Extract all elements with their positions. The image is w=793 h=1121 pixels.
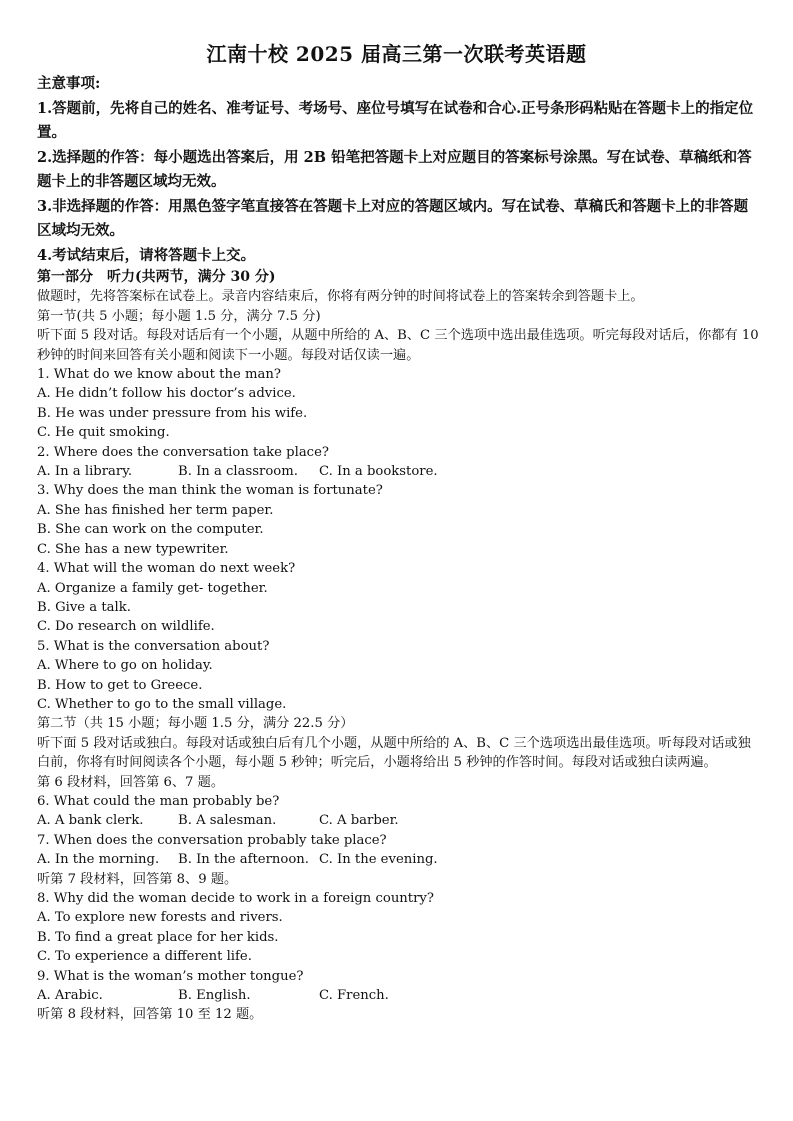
options-7 <box>37 850 759 869</box>
material-8-heading: 听第 8 段材料，回答第 10 至 12 题。 <box>37 1007 263 1023</box>
option-4c: C. Do research on wildlife. <box>37 619 215 635</box>
notes-heading: 主意事项: <box>37 75 101 92</box>
option-7b: B. In the afternoon. <box>178 852 309 868</box>
note-item: 3.非选择题的作答：用黑色签字笔直接答在答题卡上对应的答题区域内。写在试卷、草稿氏和答题卡上的非答题区域均无效。 <box>37 197 749 239</box>
option-9a: A. Arabic. <box>37 988 103 1004</box>
option-1c: C. He quit smoking. <box>37 425 170 441</box>
option-6b: B. A salesman. <box>178 813 277 829</box>
option-1b: B. He was under pressure from his wife. <box>37 405 308 421</box>
question-6: 6. What could the man probably be? <box>37 793 280 809</box>
option-5a: A. Where to go on holiday. <box>37 658 213 674</box>
option-3a: A. She has finished her term paper. <box>37 502 274 518</box>
option-4a: A. Organize a family get- together. <box>37 580 268 596</box>
options-2 <box>37 462 759 481</box>
option-9c: C. French. <box>319 988 389 1004</box>
note-item: 2.选择题的作答：每小题选出答案后，用 2B 铅笔把答题卡上对应题目的答案标号涂黑。写在试卷、草稿纸和答题卡上的非答题区域均无效。 <box>37 148 752 190</box>
option-4b: B. Give a talk. <box>37 599 131 615</box>
question-1: 1. What do we know about the man? <box>37 367 281 383</box>
option-8b: B. To find a great place for her kids. <box>37 929 279 945</box>
option-6a: A. A bank clerk. <box>37 813 144 829</box>
option-1a: A. He didn’t follow his doctor’s advice. <box>37 386 296 402</box>
option-3c: C. She has a new typewriter. <box>37 541 229 557</box>
option-7a: A. In the morning. <box>37 852 160 868</box>
question-4: 4. What will the woman do next week? <box>37 561 296 577</box>
option-8c: C. To experience a different life. <box>37 949 252 965</box>
part1-heading: 第一部分 听力(共两节，满分 30 分) <box>37 269 276 285</box>
section1-heading: 第一节(共 5 小题；每小题 1.5 分，满分 7.5 分) <box>37 308 321 324</box>
option-2b: B. In a classroom. <box>178 464 298 480</box>
option-2c: C. In a bookstore. <box>319 464 438 480</box>
notes-block <box>37 72 759 268</box>
question-9: 9. What is the woman’s mother tongue? <box>37 968 304 984</box>
question-7: 7. When does the conversation probably take place? <box>37 832 387 848</box>
listening-section <box>37 268 759 1025</box>
question-2: 2. Where does the conversation take place? <box>37 444 329 460</box>
section2-heading: 第二节（共 15 小题；每小题 1.5 分，满分 22.5 分） <box>37 716 354 732</box>
option-7c: C. In the evening. <box>319 852 438 868</box>
material-7-heading: 听第 7 段材料，回答第 8、9 题。 <box>37 871 238 887</box>
part1-intro: 做题时，先将答案标在试卷上。录音内容结束后，你将有两分钟的时间将试卷上的答案转余到答题卡上。 <box>37 289 644 305</box>
note-item: 4.考试结束后，请将答题卡上交。 <box>37 246 256 264</box>
option-5b: B. How to get to Greece. <box>37 677 203 693</box>
option-9b: B. English. <box>178 988 251 1004</box>
option-8a: A. To explore new forests and rivers. <box>37 910 283 926</box>
section1-instructions: 听下面 5 段对话。每段对话后有一个小题，从题中所给的 A、B、C 三个选项中选出最佳选项。听完每段对话后，你都有 10 秒钟的时间来回答有关小题和阅读下一小题。每段对话仅读一遍。 <box>37 328 759 363</box>
section2-instructions: 听下面 5 段对话或独白。每段对话或独白后有几个小题，从题中所给的 A、B、C 三个选项选出最佳选项。听每段对话或独白前，你将有时间阅读各个小题，每小题 5 秒钟；听完后，小题将给出 5 秒钟的作答时间。每段对话或独白读两遍。 <box>37 735 751 771</box>
options-9 <box>37 986 759 1005</box>
option-5c: C. Whether to go to the small village. <box>37 696 287 712</box>
option-3b: B. She can work on the computer. <box>37 522 264 538</box>
option-6c: C. A barber. <box>319 813 399 829</box>
question-8: 8. Why did the woman decide to work in a foreign country? <box>37 891 434 906</box>
page-title: 江南十校 2025 届高三第一次联考英语题 <box>206 42 587 66</box>
question-3: 3. Why does the man think the woman is fortunate? <box>37 483 383 499</box>
note-item: 1.答题前，先将自己的姓名、准考证号、考场号、座位号填写在试卷和合心.正号条形码粘贴在答题卡上的指定位置。 <box>37 99 754 141</box>
material-6-heading: 第 6 段材料，回答第 6、7 题。 <box>37 774 225 790</box>
options-6 <box>37 811 759 830</box>
option-2a: A. In a library. <box>37 464 133 480</box>
question-5: 5. What is the conversation about? <box>37 638 270 654</box>
